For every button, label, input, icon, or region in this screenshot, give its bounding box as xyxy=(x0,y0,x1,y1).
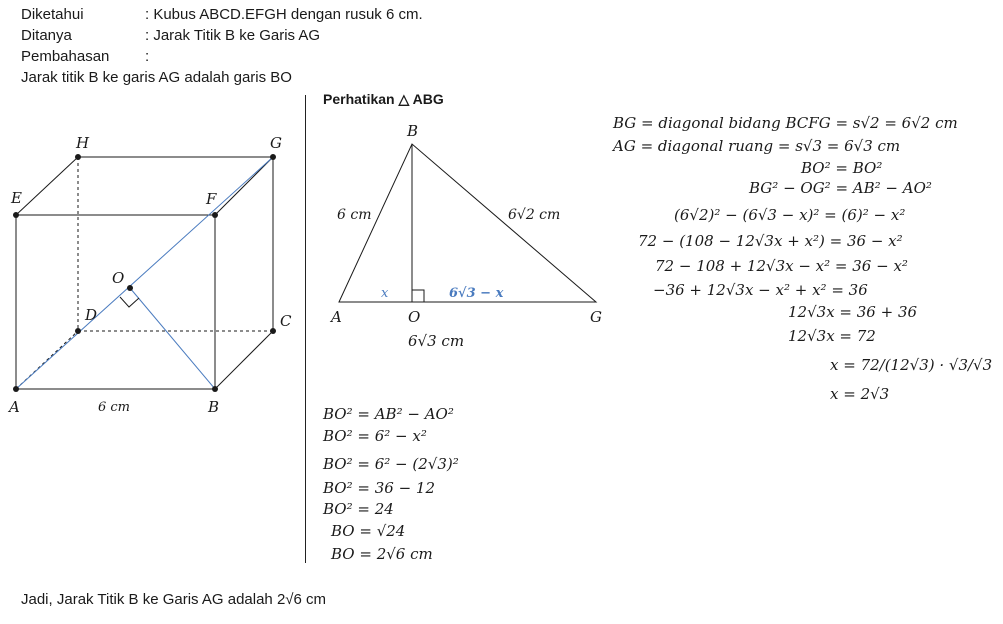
right-step-3: BO² = BO² xyxy=(801,159,883,177)
right-step-2: AG = diagonal ruang = s√3 = 6√3 cm xyxy=(613,137,901,155)
right-step-11: x = 72/(12√3) · √3/√3 xyxy=(830,356,993,374)
vertex-h: H xyxy=(76,134,90,152)
right-step-9: 12√3x = 36 + 36 xyxy=(788,303,918,321)
tri-label-a: A xyxy=(331,308,342,326)
right-step-6: 72 − (108 − 12√3x + x²) = 36 − x² xyxy=(638,232,903,250)
intro-line: Jarak titik B ke garis AG adalah garis BO xyxy=(21,69,292,86)
tri-label-b: B xyxy=(407,122,419,140)
triangle-heading: Perhatikan △ ABG xyxy=(323,91,444,107)
vertex-c: C xyxy=(280,312,292,330)
left-step-2: BO² = 6² − x² xyxy=(323,427,427,445)
right-step-12: x = 2√3 xyxy=(830,385,890,403)
cube-diagram xyxy=(0,125,300,425)
pembahasan-value: : xyxy=(145,48,150,65)
column-divider xyxy=(305,95,306,563)
left-step-7: BO = 2√6 cm xyxy=(331,545,433,563)
vertex-a: A xyxy=(9,398,20,416)
side-ab-label: 6 cm xyxy=(337,207,372,223)
right-step-5: (6√2)² − (6√3 − x)² = (6)² − x² xyxy=(674,206,906,224)
left-step-4: BO² = 36 − 12 xyxy=(323,479,435,497)
right-step-1: BG = diagonal bidang BCFG = s√2 = 6√2 cm xyxy=(613,114,958,132)
left-step-3: BO² = 6² − (2√3)² xyxy=(323,455,459,473)
right-step-10: 12√3x = 72 xyxy=(788,327,876,345)
vertex-o: O xyxy=(112,269,125,287)
right-step-4: BG² − OG² = AB² − AO² xyxy=(749,179,932,197)
diketahui-value: : Kubus ABCD.EFGH dengan rusuk 6 cm. xyxy=(145,6,423,23)
left-step-1: BO² = AB² − AO² xyxy=(323,405,454,423)
right-step-8: −36 + 12√3x − x² + x² = 36 xyxy=(653,281,868,299)
right-step-7: 72 − 108 + 12√3x − x² = 36 − x² xyxy=(655,257,908,275)
vertex-b: B xyxy=(208,398,220,416)
vertex-e: E xyxy=(11,189,22,207)
left-step-6: BO = √24 xyxy=(331,522,406,540)
triangle-diagram xyxy=(320,118,620,358)
vertex-d: D xyxy=(85,306,98,324)
side-bg-label: 6√2 cm xyxy=(508,207,561,223)
base-label: 6√3 cm xyxy=(408,332,465,350)
ditanya-label: Ditanya xyxy=(21,27,72,44)
diketahui-label: Diketahui xyxy=(21,6,84,23)
conclusion: Jadi, Jarak Titik B ke Garis AG adalah 2√6 cm xyxy=(21,591,327,608)
segment-ao-label: x xyxy=(381,286,389,301)
segment-og-label: 6√3 − x xyxy=(449,286,504,301)
vertex-f: F xyxy=(206,190,217,208)
ditanya-value: : Jarak Titik B ke Garis AG xyxy=(145,27,321,44)
vertex-g: G xyxy=(270,134,282,152)
tri-label-g: G xyxy=(590,308,602,326)
edge-label: 6 cm xyxy=(98,400,131,415)
tri-label-o: O xyxy=(408,308,421,326)
pembahasan-label: Pembahasan xyxy=(21,48,110,65)
left-step-5: BO² = 24 xyxy=(323,500,394,518)
